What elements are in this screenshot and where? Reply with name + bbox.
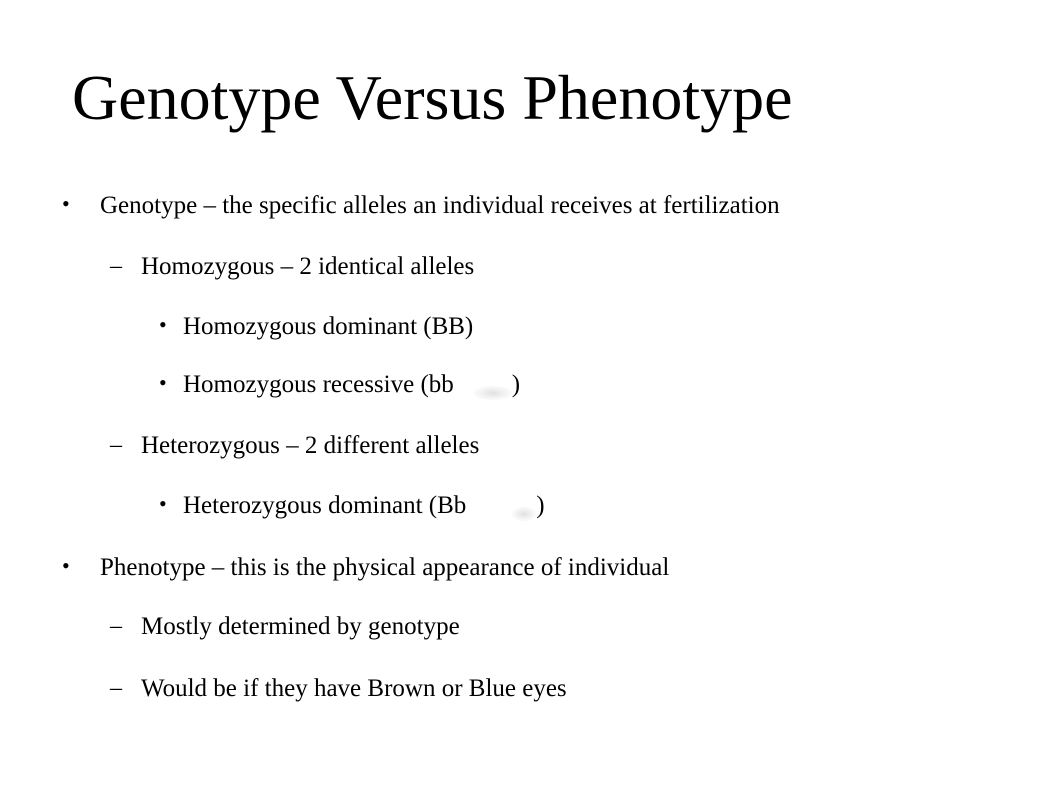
dash-marker: – [110,432,122,458]
bullet-marker: • [159,312,167,337]
subsubbullet-heterozygous-dominant [183,491,545,521]
dash-marker: – [110,675,122,701]
bullet-marker: • [159,370,167,395]
subsubbullet-homozygous-recessive [183,370,520,400]
dash-marker: – [110,613,122,639]
slide-title: Genotype Versus Phenotype [72,62,793,133]
subbullet-homozygous: Homozygous – 2 identical alleles [141,253,475,280]
bullet-phenotype: Phenotype – this is the physical appearance of individual [100,554,670,581]
closing-paren: ) [536,492,545,519]
bullet-marker: • [62,191,70,216]
dash-marker: – [110,253,122,279]
blur-artifact [512,507,536,521]
blur-artifact [474,386,512,400]
subbullet-eye-color: Would be if they have Brown or Blue eyes [141,675,567,702]
bullet-marker: • [159,491,167,516]
bullet-genotype: Genotype – the specific alleles an individual receives at fertilization [100,192,780,219]
bullet-marker: • [62,553,70,578]
subbullet-heterozygous: Heterozygous – 2 different alleles [141,432,480,459]
subbullet-mostly-determined: Mostly determined by genotype [141,613,460,640]
homozygous-recessive-text: Homozygous recessive (bb [183,371,454,398]
closing-paren: ) [511,371,521,398]
subsubbullet-homozygous-dominant: Homozygous dominant (BB) [183,313,474,340]
heterozygous-dominant-text: Heterozygous dominant (Bb [183,492,467,519]
